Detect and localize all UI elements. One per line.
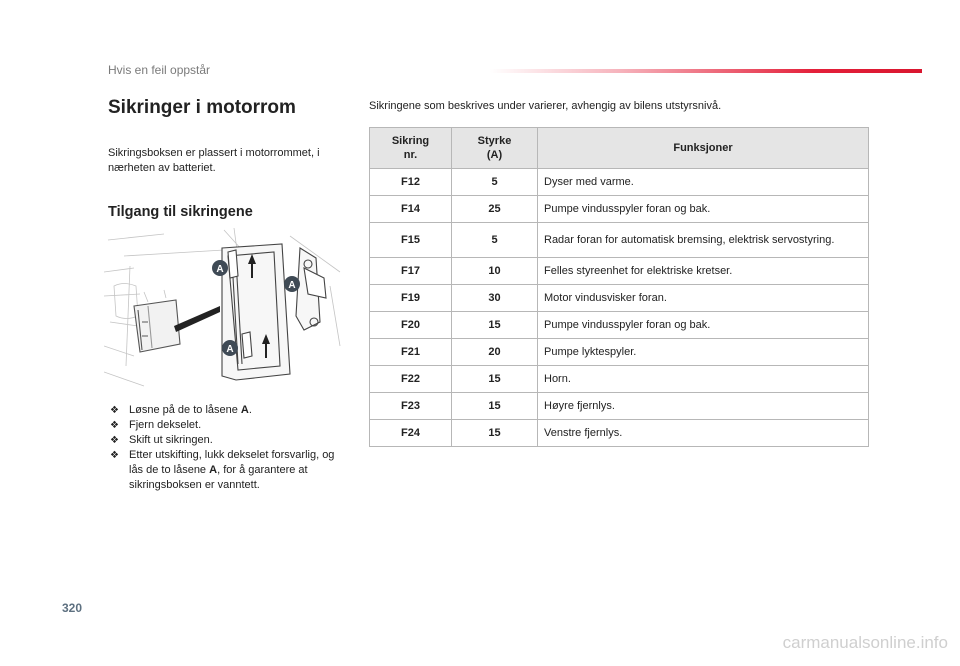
fuse-function: Motor vindusvisker foran. [538,285,869,312]
table-row [370,196,869,223]
lock-callout-a-upper [212,260,228,276]
checkbox-bullet-icon: ❖ [110,435,119,446]
lock-label: A [209,464,218,476]
column-header-fuse: Sikring nr. [370,128,452,169]
fuse-number: F12 [370,169,452,196]
checkbox-bullet-icon: ❖ [110,450,119,461]
fuse-function: Dyser med varme. [538,169,869,196]
fuse-amperage: 5 [452,169,538,196]
fuse-number: F20 [370,312,452,339]
list-item [108,448,348,493]
svg-text:A: A [288,280,296,291]
instruction-text-end: , for å garantere at sikringsboksen er vanntett. [129,464,308,491]
lock-callout-a-side [284,276,300,292]
table-row [370,393,869,420]
instruction-text: Etter utskifting, lukk dekselet forsvarlig, og lås de to låsene [129,449,335,476]
fuse-number: F15 [370,223,452,258]
list-item [108,418,348,433]
instruction-text: Løsne på de to låsene [129,404,241,416]
svg-text:A: A [226,344,234,355]
fusebox-illustration [104,226,344,396]
table-row [370,223,869,258]
fuse-amperage: 30 [452,285,538,312]
fuse-function: Venstre fjernlys. [538,420,869,447]
section-title: Hvis en feil oppstår [108,63,211,77]
page-number: 320 [62,601,83,615]
table-caption: Sikringene som beskrives under varierer, avhengig av bilens utstyrsnivå. [369,100,722,112]
checkbox-bullet-icon: ❖ [110,405,119,416]
fuse-number: F19 [370,285,452,312]
fuse-number: F23 [370,393,452,420]
fuse-function: Pumpe vindusspyler foran og bak. [538,312,869,339]
page-title: Sikringer i motorrom [108,97,296,118]
fuse-amperage: 10 [452,258,538,285]
svg-text:A: A [216,264,224,275]
fuse-amperage: 15 [452,420,538,447]
fuse-function: Radar foran for automatisk bremsing, elektrisk servostyring. [538,223,869,258]
fuse-function: Pumpe vindusspyler foran og bak. [538,196,869,223]
fuse-number: F22 [370,366,452,393]
watermark-link[interactable]: carmanualsonline.info [782,633,948,652]
fuse-number: F17 [370,258,452,285]
column-header-amperage: Styrke (A) [452,128,538,169]
table-row [370,312,869,339]
table-row [370,339,869,366]
table-row [370,366,869,393]
checkbox-bullet-icon: ❖ [110,420,119,431]
access-subtitle: Tilgang til sikringene [108,204,253,220]
fuse-function: Høyre fjernlys. [538,393,869,420]
fuse-amperage: 15 [452,393,538,420]
lock-label: A [240,404,249,416]
fuse-number: F24 [370,420,452,447]
fuse-amperage: 20 [452,339,538,366]
list-item [108,403,348,418]
instruction-text-end: . [248,404,252,416]
fuse-function: Pumpe lyktespyler. [538,339,869,366]
instructions-list [108,403,348,493]
table-row [370,258,869,285]
header-accent-bar [490,69,922,73]
fuse-function: Horn. [538,366,869,393]
fuse-number: F21 [370,339,452,366]
table-row [370,169,869,196]
table-row [370,285,869,312]
lock-callout-a-lower [222,340,238,356]
fuse-amperage: 15 [452,312,538,339]
fuse-amperage: 25 [452,196,538,223]
instruction-text: Fjern dekselet. [129,419,202,431]
column-header-functions: Funksjoner [538,128,869,169]
table-header-row [370,128,869,169]
fuse-amperage: 15 [452,366,538,393]
instruction-text: Skift ut sikringen. [129,434,213,446]
list-item [108,433,348,448]
table-row [370,420,869,447]
fuse-function: Felles styreenhet for elektriske kretser. [538,258,869,285]
intro-text: Sikringsboksen er plassert i motorrommet, i nærheten av batteriet. [108,147,320,174]
fuse-number: F14 [370,196,452,223]
fuse-amperage: 5 [452,223,538,258]
fuse-table [369,127,869,447]
